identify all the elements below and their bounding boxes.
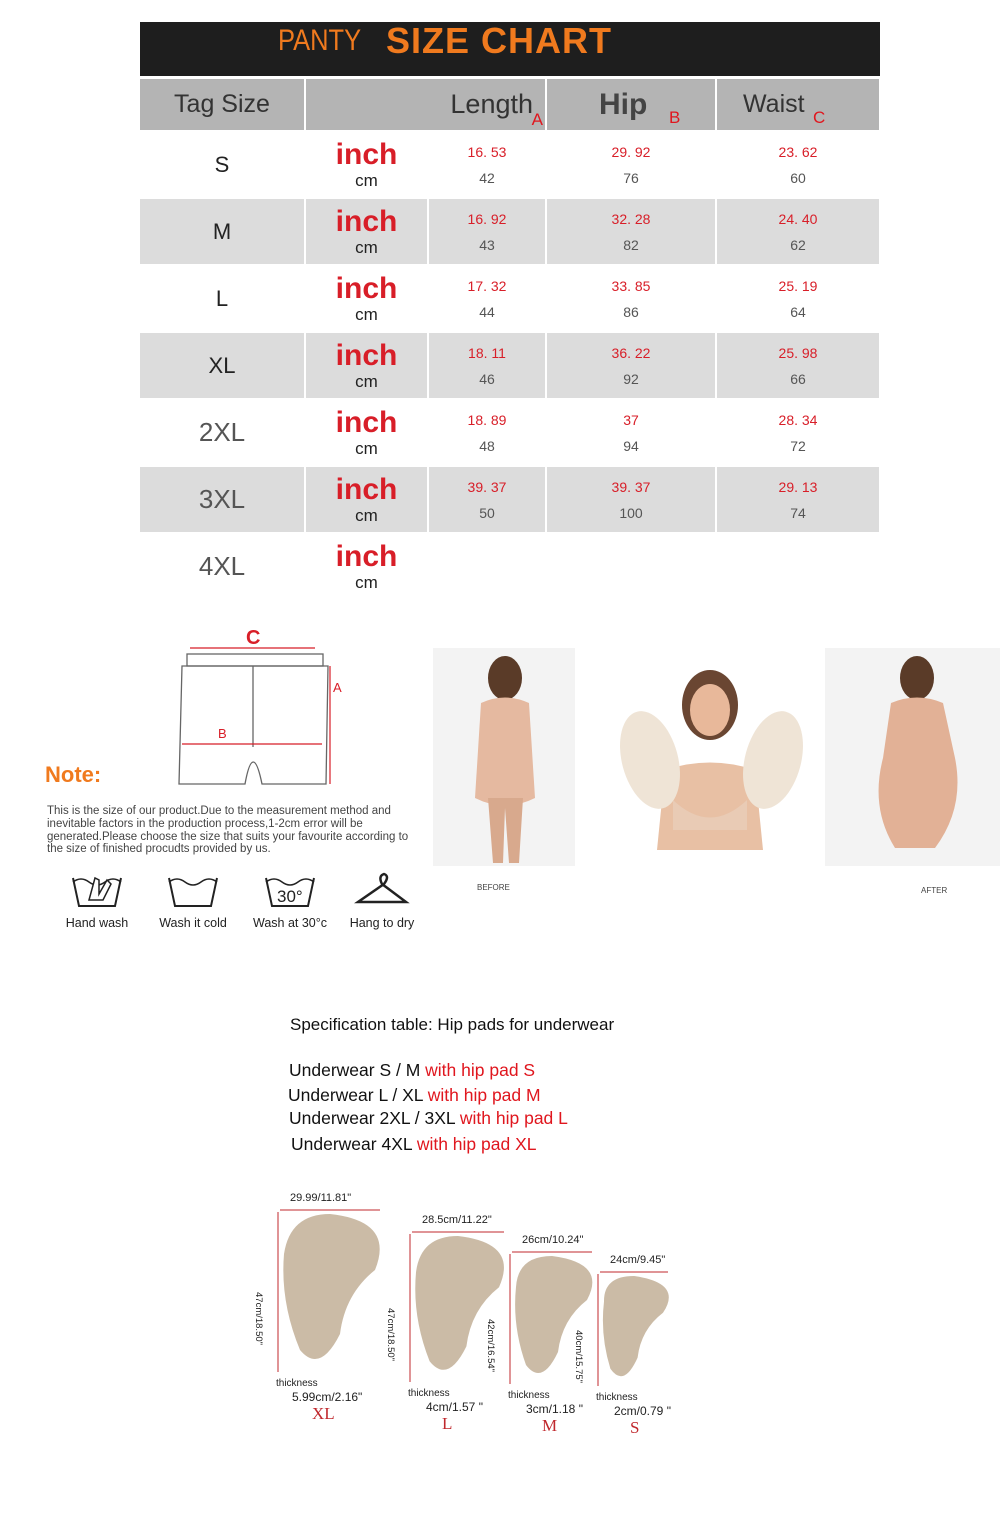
- wash-cold-icon: [165, 872, 221, 910]
- length-cell: [428, 265, 546, 332]
- length-inch: 17. 32: [467, 277, 507, 294]
- table-row: [140, 332, 880, 399]
- title-banner: [140, 22, 880, 76]
- length-cm: 46: [479, 370, 495, 387]
- spec-pad: with hip pad S: [425, 1060, 536, 1080]
- unit-cm: cm: [355, 505, 378, 525]
- after-photo: [825, 648, 1000, 866]
- hip-cm: 86: [623, 303, 639, 320]
- table-row: [140, 131, 880, 198]
- note-title: Note:: [45, 762, 102, 787]
- after-label: AFTER: [921, 886, 948, 895]
- spec-pad: with hip pad XL: [416, 1134, 537, 1154]
- waist-inch: 25. 19: [778, 277, 818, 294]
- pad-height: 42cm/16.54": [485, 1319, 496, 1373]
- table-row: [140, 265, 880, 332]
- care-temp: 30°: [277, 887, 303, 906]
- spec-pad: with hip pad M: [427, 1085, 541, 1105]
- hip-cm: 76: [623, 169, 639, 186]
- length-cm: 48: [479, 437, 495, 454]
- spec-underwear: Underwear 2XL / 3XL: [289, 1108, 460, 1128]
- waist-cell: [716, 131, 880, 198]
- care-label: Hang to dry: [349, 916, 415, 930]
- tag-size: 2XL: [140, 399, 305, 466]
- size-table: [140, 79, 881, 601]
- table-row: [140, 466, 880, 533]
- diagram-label-a: A: [333, 680, 342, 695]
- pad-width: 29.99/11.81": [290, 1192, 352, 1204]
- unit-cell: [305, 265, 428, 332]
- pad-thickness: 5.99cm/2.16": [292, 1390, 363, 1404]
- hip-pad-shape: [270, 1206, 400, 1376]
- tag-size: S: [140, 131, 305, 198]
- diagram-label-b: B: [218, 726, 227, 741]
- unit-inch: inch: [335, 204, 398, 238]
- header-waist: [716, 79, 880, 131]
- care-wash-30: [245, 872, 335, 930]
- unit-cm: cm: [355, 237, 378, 257]
- waist-cm: 74: [790, 504, 806, 521]
- before-label: BEFORE: [477, 883, 510, 892]
- waist-inch: 24. 40: [778, 210, 818, 227]
- unit-inch: inch: [335, 338, 398, 372]
- pad-thickness-label: thickness: [276, 1378, 318, 1389]
- tag-size: M: [140, 198, 305, 265]
- hip-cell: [546, 399, 716, 466]
- marker-c: C: [813, 108, 826, 127]
- hip-inch: 33. 85: [611, 277, 651, 294]
- pad-size: S: [630, 1418, 640, 1437]
- pad-size: M: [542, 1416, 558, 1435]
- unit-cell: [305, 466, 428, 533]
- hand-wash-icon: [69, 872, 125, 910]
- unit-cm: cm: [355, 572, 378, 592]
- length-cell: [428, 332, 546, 399]
- care-wash-cold: [148, 872, 238, 930]
- unit-inch: inch: [335, 271, 398, 305]
- length-inch: 18. 89: [467, 411, 507, 428]
- length-cm: 50: [479, 504, 495, 521]
- waist-cm: 72: [790, 437, 806, 454]
- pad-thickness-label: thickness: [596, 1392, 638, 1403]
- header-hip: [546, 79, 716, 131]
- pad-height: 47cm/18.50": [385, 1308, 396, 1362]
- tag-size: L: [140, 265, 305, 332]
- spec-underwear: Underwear L / XL: [288, 1085, 428, 1105]
- care-label: Wash it cold: [159, 916, 227, 930]
- length-inch: 18. 11: [468, 344, 506, 361]
- length-cell: [428, 466, 546, 533]
- care-hang-dry: [337, 872, 427, 930]
- length-inch: 16. 92: [467, 210, 507, 227]
- unit-inch: inch: [335, 137, 398, 171]
- marker-b: B: [669, 108, 681, 127]
- care-label: Wash at 30°c: [252, 916, 327, 930]
- length-inch: 16. 53: [467, 143, 507, 160]
- waist-cm: 60: [790, 169, 806, 186]
- unit-cm: cm: [355, 371, 378, 391]
- header-hip-label: Hip: [599, 87, 648, 121]
- hip-cell: [546, 265, 716, 332]
- length-cm: 44: [479, 303, 495, 320]
- table-row: [140, 198, 880, 265]
- wash-30-icon: [262, 872, 318, 910]
- spec-pad: with hip pad L: [459, 1108, 568, 1128]
- length-cell: [428, 198, 546, 265]
- spec-line: [291, 1134, 536, 1155]
- unit-cell: [305, 332, 428, 399]
- hip-cell: [546, 131, 716, 198]
- hip-cell: [546, 332, 716, 399]
- length-cell: [428, 131, 546, 198]
- unit-cell: [305, 198, 428, 265]
- pad-width: 28.5cm/11.22": [422, 1214, 492, 1226]
- unit-inch: inch: [335, 405, 398, 439]
- table-row: [140, 399, 880, 466]
- spec-underwear: Underwear S / M: [289, 1060, 426, 1080]
- header-waist-label: Waist: [743, 90, 805, 118]
- hip-cm: 82: [623, 236, 639, 253]
- length-cell: [428, 533, 546, 600]
- hip-cell: [546, 198, 716, 265]
- length-cell: [428, 399, 546, 466]
- pad-width: 24cm/9.45": [610, 1254, 666, 1266]
- hip-cm: 94: [623, 437, 639, 454]
- before-photo: [433, 648, 575, 866]
- waist-cell: [716, 533, 880, 600]
- table-row: [140, 533, 880, 600]
- waist-inch: 23. 62: [778, 143, 818, 160]
- note-text: This is the size of our product.Due to the measurement method and inevitable factors in the production process,1-2cm error will be generated.Please choose the size that suits your favourite according to the size of finished procudts provided by us.: [47, 805, 409, 856]
- hip-cell: [546, 533, 716, 600]
- diagram-label-c: C: [246, 627, 261, 649]
- spec-line: [289, 1060, 535, 1081]
- hip-pad-shape: [590, 1268, 688, 1390]
- hip-inch: 36. 22: [611, 344, 651, 361]
- care-hand-wash: [52, 872, 142, 930]
- unit-cell: [305, 399, 428, 466]
- hip-inch: 39. 37: [611, 478, 651, 495]
- length-inch: 39. 37: [467, 478, 507, 495]
- pad-height: 40cm/15.75": [573, 1330, 584, 1384]
- marker-a: A: [531, 110, 543, 129]
- model-with-pads-photo: [615, 660, 805, 850]
- hip-cell: [546, 466, 716, 533]
- header-length: [305, 79, 546, 131]
- tag-size: 4XL: [140, 533, 305, 600]
- unit-inch: inch: [335, 539, 398, 573]
- spec-line: [288, 1085, 541, 1106]
- hip-inch: 32. 28: [611, 210, 651, 227]
- tag-size: 3XL: [140, 466, 305, 533]
- care-label: Hand wash: [65, 916, 129, 930]
- waist-inch: 29. 13: [778, 478, 818, 495]
- hip-inch: 37: [623, 411, 639, 428]
- tag-size: XL: [140, 332, 305, 399]
- pad-height: 47cm/18.50": [253, 1292, 264, 1346]
- waist-cell: [716, 265, 880, 332]
- spec-underwear: Underwear 4XL: [291, 1134, 417, 1154]
- pad-thickness: 2cm/0.79 ": [614, 1404, 671, 1418]
- waist-cell: [716, 198, 880, 265]
- hang-dry-icon: [354, 872, 410, 910]
- header-length-label: Length: [450, 89, 533, 119]
- pad-width: 26cm/10.24": [522, 1234, 584, 1246]
- waist-cm: 64: [790, 303, 806, 320]
- waist-inch: 28. 34: [778, 411, 818, 428]
- unit-cell: [305, 533, 428, 600]
- pad-thickness-label: thickness: [408, 1388, 450, 1399]
- title-light: PANTY: [278, 24, 362, 57]
- unit-cm: cm: [355, 170, 378, 190]
- shorts-diagram: [170, 622, 350, 792]
- hip-inch: 29. 92: [611, 143, 651, 160]
- pad-thickness: 3cm/1.18 ": [526, 1402, 583, 1416]
- unit-cell: [305, 131, 428, 198]
- pad-thickness-label: thickness: [508, 1390, 550, 1401]
- unit-cm: cm: [355, 304, 378, 324]
- title-bold: SIZE CHART: [386, 20, 612, 61]
- waist-cell: [716, 466, 880, 533]
- waist-cm: 62: [790, 236, 806, 253]
- unit-inch: inch: [335, 472, 398, 506]
- unit-cm: cm: [355, 438, 378, 458]
- length-cm: 43: [479, 236, 495, 253]
- waist-cell: [716, 332, 880, 399]
- waist-inch: 25. 98: [778, 344, 818, 361]
- table-header: [140, 79, 880, 131]
- pad-size: XL: [312, 1404, 335, 1423]
- hip-cm: 92: [623, 370, 639, 387]
- spec-line: [289, 1108, 568, 1129]
- waist-cm: 66: [790, 370, 806, 387]
- header-tag-size: Tag Size: [140, 79, 305, 131]
- pad-thickness: 4cm/1.57 ": [426, 1400, 483, 1414]
- hip-cm: 100: [619, 504, 643, 521]
- spec-title: Specification table: Hip pads for underwear: [290, 1015, 615, 1034]
- pad-size: L: [442, 1414, 453, 1433]
- length-cm: 42: [479, 169, 495, 186]
- waist-cell: [716, 399, 880, 466]
